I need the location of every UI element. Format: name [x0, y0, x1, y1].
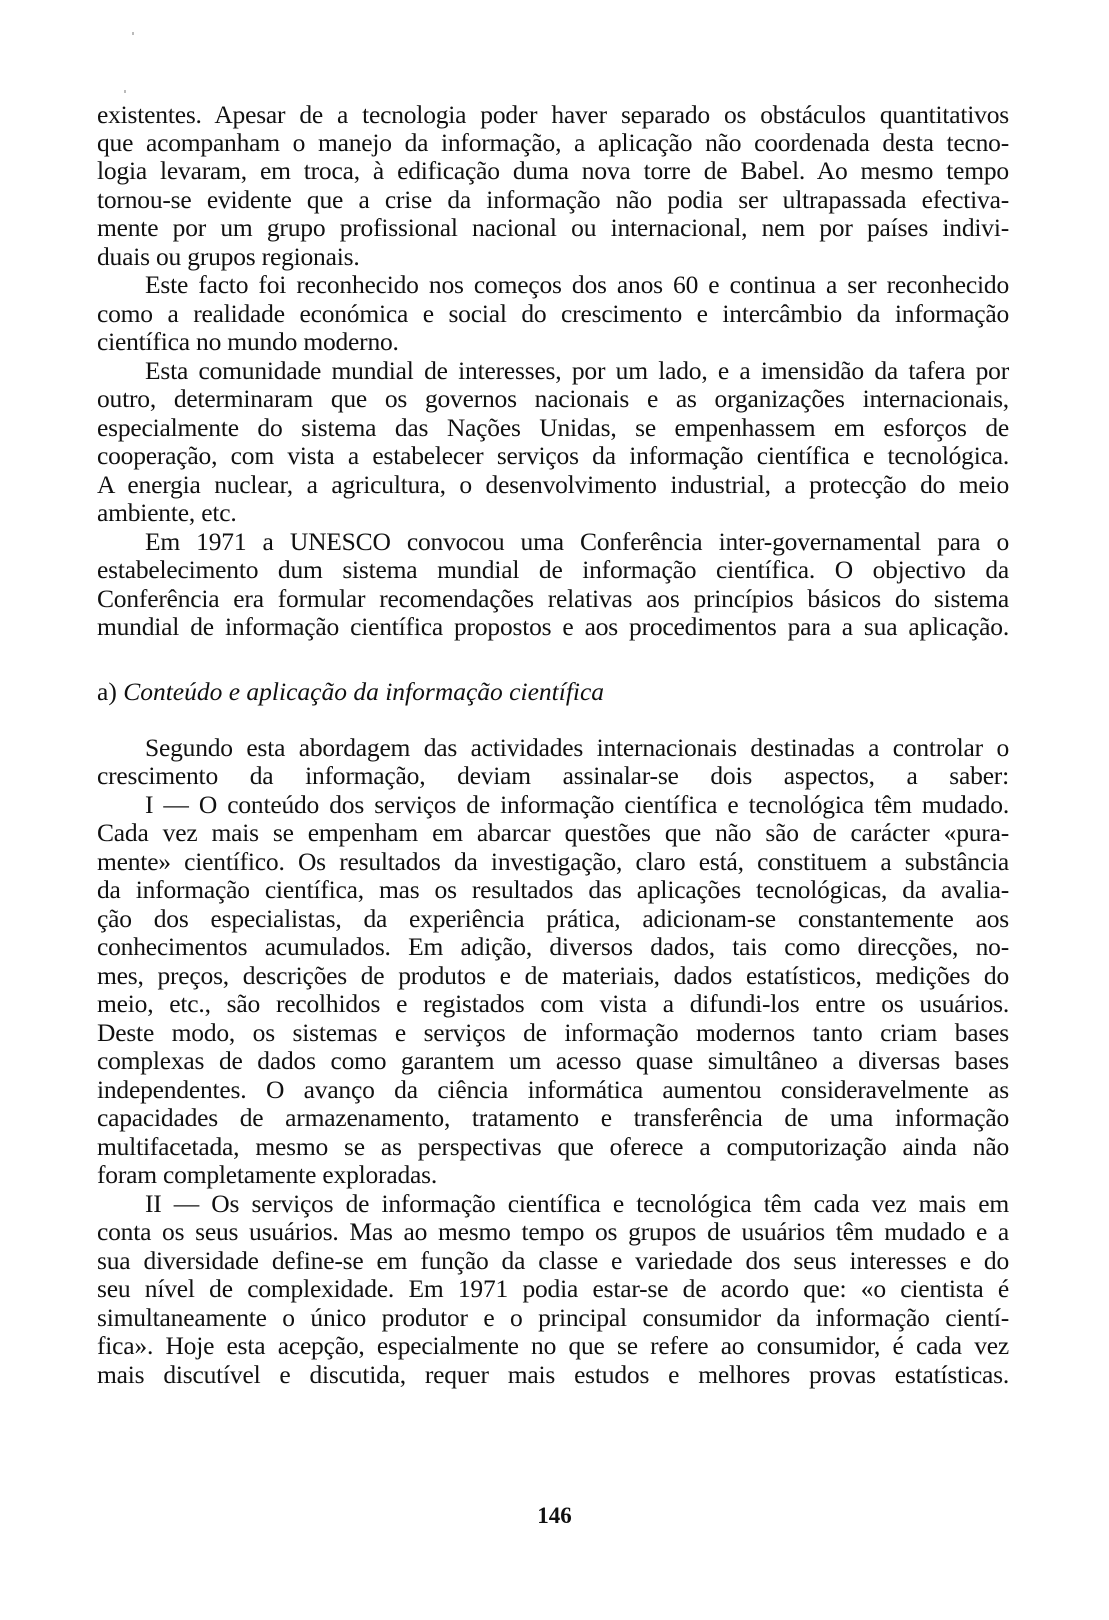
text-line: como a realidade económica e social do crescimento e intercâmbio da informação [97, 299, 1009, 328]
text-line: independentes. O avanço da ciência informática aumentou consideravelmente as [97, 1075, 1009, 1104]
text-line: II — Os serviços de informação científica e tecnológica têm cada vez mais em [145, 1189, 1009, 1218]
text-line: Esta comunidade mundial de interesses, por um lado, e a imensidão da tafera por [145, 356, 1009, 385]
section-heading-title: Conteúdo e aplicação da informação científica [123, 677, 605, 706]
text-line: fica». Hoje esta acepção, especialmente no que se refere ao consumidor, é cada vez [97, 1331, 1009, 1360]
text-line: logia levaram, em troca, à edificação duma nova torre de Babel. Ao mesmo tempo [97, 156, 1009, 185]
text-line: científica no mundo moderno. [97, 327, 399, 356]
text-line: especialmente do sistema das Nações Unidas, se empenhassem em esforços de [97, 413, 1009, 442]
text-line: que acompanham o manejo da informação, a aplicação não coordenada desta tecno- [97, 128, 1009, 157]
text-line: capacidades de armazenamento, tratamento e transferência de uma informação [97, 1103, 1009, 1132]
text-line: meio, etc., são recolhidos e registados com vista a difundi-los entre os usuários. [97, 989, 1009, 1018]
text-line: crescimento da informação, deviam assinalar-se dois aspectos, a saber: [97, 761, 1009, 790]
text-line: complexas de dados como garantem um acesso quase simultâneo a diversas bases [97, 1046, 1009, 1075]
text-line: foram completamente exploradas. [97, 1160, 438, 1189]
text-line: existentes. Apesar de a tecnologia poder haver separado os obstáculos quantitativos [97, 100, 1009, 129]
text-line: A energia nuclear, a agricultura, o desenvolvimento industrial, a protecção do meio [97, 470, 1009, 499]
text-line: Cada vez mais se empenham em abarcar questões que não são de carácter «pura- [97, 818, 1009, 847]
text-line: tornou-se evidente que a crise da informação não podia ser ultrapassada efectiva- [97, 185, 1009, 214]
text-line: Segundo esta abordagem das actividades internacionais destinadas a controlar o [145, 733, 1009, 762]
text-line: mente» científico. Os resultados da investigação, claro está, constituem a substância [97, 847, 1009, 876]
text-line: duais ou grupos regionais. [97, 242, 360, 271]
text-line: conta os seus usuários. Mas ao mesmo tempo os grupos de usuários têm mudado e a [97, 1217, 1009, 1246]
text-line: seu nível de complexidade. Em 1971 podia estar-se de acordo que: «o cientista é [97, 1274, 1009, 1303]
text-line: Conferência era formular recomendações relativas aos princípios básicos do sistema [97, 584, 1009, 613]
text-line: mente por um grupo profissional nacional ou internacional, nem por países indivi- [97, 213, 1009, 242]
text-line: da informação científica, mas os resultados das aplicações tecnológicas, da avalia- [97, 875, 1009, 904]
text-line: simultaneamente o único produtor e o principal consumidor da informação cientí- [97, 1303, 1009, 1332]
scan-speck [124, 90, 126, 93]
text-line: estabelecimento dum sistema mundial de informação científica. O objectivo da [97, 555, 1009, 584]
text-line: I — O conteúdo dos serviços de informação científica e tecnológica têm mudado. [145, 790, 1009, 819]
text-line: mundial de informação científica propostos e aos procedimentos para a sua aplicação. [97, 612, 1009, 641]
text-line: Deste modo, os sistemas e serviços de informação modernos tanto criam bases [97, 1018, 1009, 1047]
text-line: multifacetada, mesmo se as perspectivas que oferece a computorização ainda não [97, 1132, 1009, 1161]
section-heading [97, 677, 604, 706]
text-line: sua diversidade define-se em função da classe e variedade dos seus interesses e do [97, 1246, 1009, 1275]
text-line: conhecimentos acumulados. Em adição, diversos dados, tais como direcções, no- [97, 932, 1009, 961]
text-line: Este facto foi reconhecido nos começos dos anos 60 e continua a ser reconhecido [145, 270, 1009, 299]
page-number: 146 [537, 1503, 572, 1528]
text-line: ambiente, etc. [97, 498, 237, 527]
text-line: mais discutível e discutida, requer mais estudos e melhores provas estatísticas. [97, 1360, 1009, 1389]
section-heading-label: a) [97, 677, 117, 706]
scan-speck [132, 32, 134, 35]
text-line: outro, determinaram que os governos nacionais e as organizações internacionais, [97, 384, 1009, 413]
text-line: ção dos especialistas, da experiência prática, adicionam-se constantemente aos [97, 904, 1009, 933]
text-line: Em 1971 a UNESCO convocou uma Conferência inter-governamental para o [145, 527, 1009, 556]
text-line: mes, preços, descrições de produtos e de materiais, dados estatísticos, medições do [97, 961, 1009, 990]
text-line: cooperação, com vista a estabelecer serviços da informação científica e tecnológica. [97, 441, 1009, 470]
